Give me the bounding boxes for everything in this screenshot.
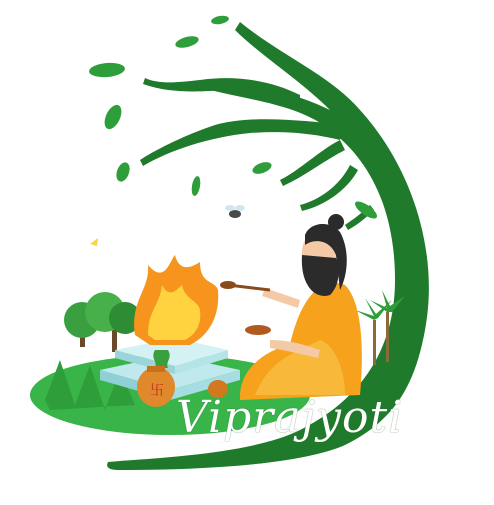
brand-name: Viprajyoti [176,392,404,443]
bushes-icon [64,292,141,352]
svg-text:卐: 卐 [150,383,164,399]
bee-icon [225,205,245,218]
fire-icon [134,255,218,345]
butterfly-icon [90,238,98,246]
